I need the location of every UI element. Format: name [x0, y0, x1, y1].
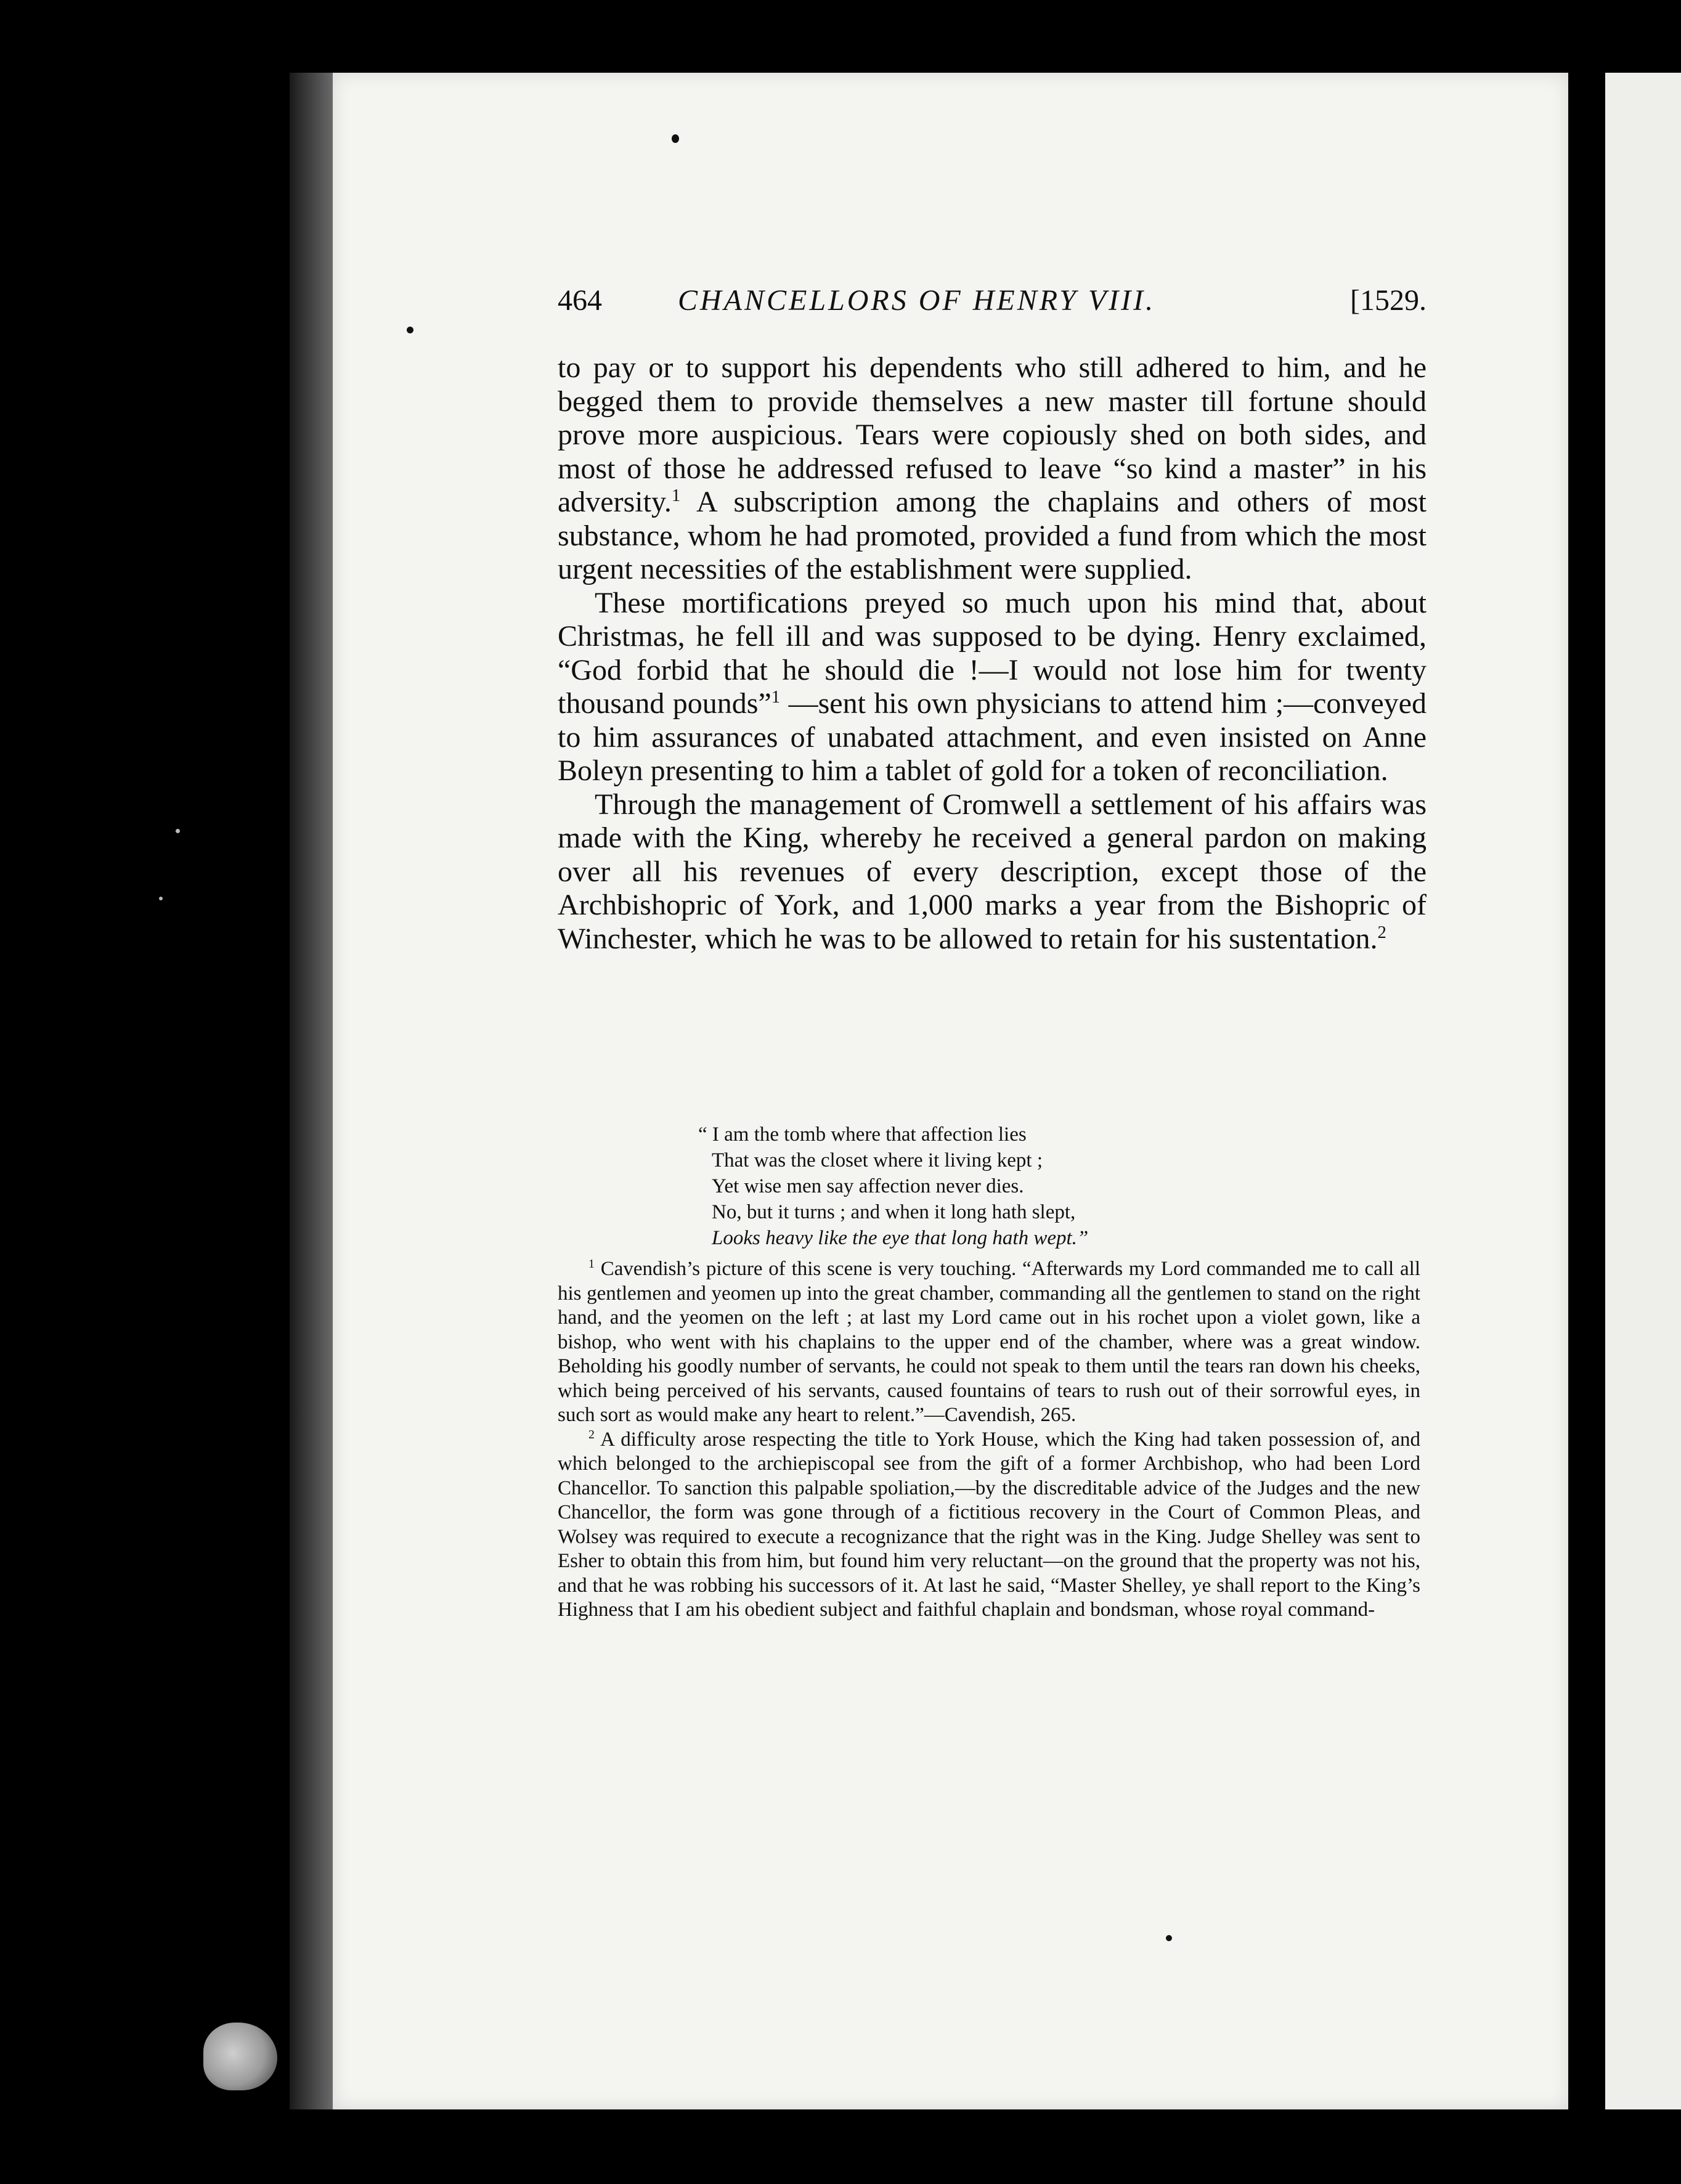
speck [159, 897, 163, 900]
footnotes [558, 1257, 1420, 1623]
verse-line-4: No, but it turns ; and when it long hath slept, [712, 1201, 1076, 1223]
speck [176, 829, 180, 833]
verse-line-2: That was the closet where it living kept ; [712, 1149, 1043, 1171]
paragraph-2-text: These mortifications preyed so much upon his mind that, about Christmas, he fell ill and was supposed to be dying. Henry exclaimed, “God forbid that he should die !—I would not lose him for twenty thousand pounds” [558, 586, 1427, 720]
paragraph-2-cont: —sent his own physicians to attend him ;—conveyed to him assurances of unabated attachment, and even insisted on Anne Boleyn presenting to him a tablet of gold for a token of reconciliation. [558, 687, 1427, 787]
paragraph-3-text: Through the management of Cromwell a settlement of his affairs was made with the King, whereby he received a general pardon on making over all his revenues of every description, except those of the Archbishopric of York, and 1,000 marks a year from the Bishopric of Winchester, which he was to be allowed to retain for his sustentation. [558, 788, 1427, 955]
paragraph-1-text: to pay or to support his dependents who still adhered to him, and he begged them to provide themselves a new master till fortune should prove more auspicious. Tears were copiously shed on both sides, and most of those he addressed refused to leave “so kind a master” in his adversity. [558, 351, 1427, 518]
book-gutter [290, 73, 333, 2109]
footnote-ref-1: 1 [671, 486, 681, 505]
paragraph-1-cont: A subscription among the chaplains and others of most substance, whom he had promoted, provided a fund from which the most urgent necessities of the establishment were supplied. [558, 486, 1427, 585]
running-title: CHANCELLORS OF HENRY VIII. [678, 284, 1156, 317]
speck [672, 134, 679, 143]
running-head [558, 283, 1427, 333]
speck [407, 327, 413, 333]
footnote-1-text: Cavendish’s picture of this scene is very touching. “Afterwards my Lord commanded me to call all his gentlemen and yeomen up into the great chamber, commanding all the gentlemen to stand on the right hand, and the yeomen on the left ; at last my Lord came out in his rochet upon a violet gown, like a bishop, who went with his chaplains to the upper end of the chamber, where was a great window. Beholding his goodly number of servants, he could not speak to them until the tears ran down his cheeks, which being perceived of his servants, caused fountains of tears to rush out of their sorrowful eyes, in such sort as would make any heart to relent.”—Cavendish, 265. [558, 1258, 1420, 1426]
verse-quotation [698, 1122, 1328, 1251]
speck [1166, 1935, 1172, 1941]
footnote-2 [558, 1428, 1420, 1623]
verse-line-3: Yet wise men say affection never dies. [712, 1175, 1024, 1197]
paragraph-3 [558, 788, 1427, 956]
footnote-1 [558, 1257, 1420, 1428]
facing-page-edge [1605, 73, 1681, 2109]
footnote-1-marker: 1 [588, 1257, 595, 1271]
footnote-ref-1b: 1 [771, 687, 781, 707]
footnote-2-text: A difficulty arose respecting the title to York House, which the King had taken possession of, and which belonged to the archiepiscopal see from the gift of a former Archbishop, who had been Lord Chancellor. To sanction this palpable spoliation,—by the discreditable advice of the Judges and the new Chancellor, the form was gone through of a fictitious recovery in the Court of Common Pleas, and Wolsey was required to execute a recognizance that the right was in the King. Judge Shelley was sent to Esher to obtain this from him, but found him very reluctant—on the ground that the property was not his, and that he was robbing his successors of it. At last he said, “Master Shelley, ye shall report to the King’s Highness that I am his obedient subject and faithful chaplain and bondsman, whose royal command- [558, 1428, 1420, 1621]
footnote-ref-2: 2 [1377, 922, 1386, 942]
paragraph-1 [558, 351, 1427, 587]
page-gap [1568, 73, 1605, 2109]
page-number: 464 [558, 284, 602, 317]
page-stain [203, 2023, 277, 2090]
footnote-2-marker: 2 [588, 1427, 595, 1441]
running-year: [1529. [1350, 284, 1427, 317]
verse-line-5: Looks heavy like the eye that long hath wept.” [712, 1227, 1089, 1249]
verse-line-1: “ I am the tomb where that affection lies [698, 1123, 1027, 1146]
body-text [558, 351, 1427, 956]
paragraph-2 [558, 587, 1427, 788]
